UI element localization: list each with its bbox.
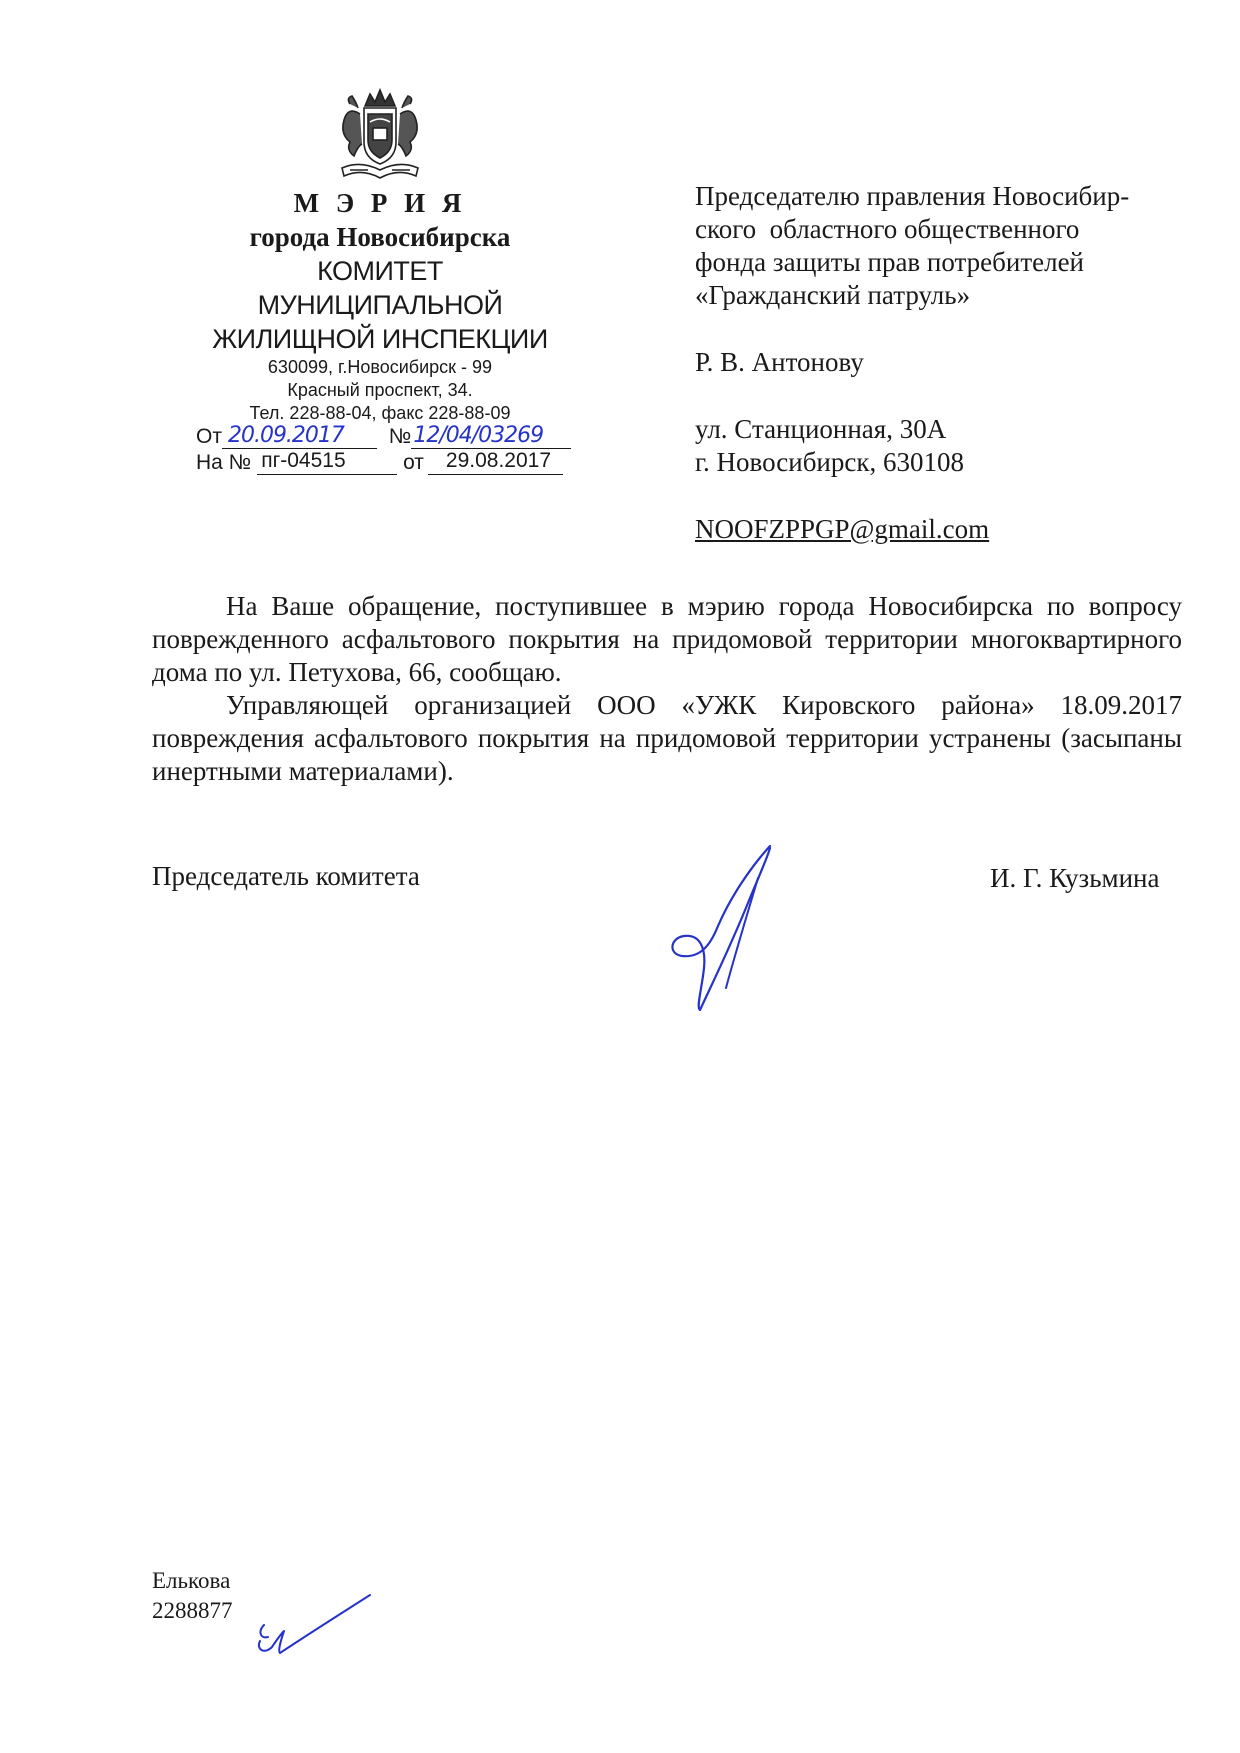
letterhead-dept-line-1: КОМИТЕТ [317, 256, 443, 286]
from-date-field [222, 423, 377, 449]
letterhead-dept-line-2: МУНИЦИПАЛЬНОЙ [257, 290, 503, 320]
recipient-email[interactable]: NOOFZPPGP@gmail.com [695, 514, 990, 544]
ref-number: пг-04515 [261, 449, 346, 472]
from-date-handwritten: 20.09.2017 [227, 423, 344, 448]
recipient-line-1: Председателю правления Новосибир- [695, 181, 1130, 211]
letter-body [152, 590, 1182, 788]
recipient-street: ул. Станционная, 30А [695, 414, 947, 444]
letterhead-city: города Новосибирска [249, 222, 511, 252]
from-label: От [196, 425, 222, 448]
letterhead-address-line-1: 630099, г.Новосибирск - 99 [267, 357, 493, 377]
coat-of-arms-emblem [320, 84, 440, 184]
number-label: № [388, 425, 412, 448]
letterhead [160, 186, 600, 477]
recipient-block [695, 180, 1175, 546]
handwritten-signature [660, 838, 790, 1018]
ref-number-field [257, 449, 397, 475]
body-paragraph-1: На Ваше обращение, поступившее в мэрию города Новосибирска по вопросу поврежденного асфальтового покрытия на придомовой территории многоквартирного дома по ул. Петухова, 66, сообщаю. [152, 591, 1182, 687]
registration-ref-line [196, 451, 600, 477]
number-handwritten: 12/04/03269 [413, 423, 544, 448]
recipient-line-4: «Гражданский патруль» [695, 280, 971, 310]
ref-date-label: от [403, 451, 424, 474]
letterhead-address-line-2: Красный проспект, 34. [287, 380, 473, 400]
recipient-city: г. Новосибирск, 630108 [695, 447, 964, 477]
ref-date-field [428, 449, 563, 475]
signatory-name: И. Г. Кузьмина [990, 863, 1160, 893]
number-field [411, 423, 571, 449]
executor-block [152, 1566, 233, 1626]
ref-date: 29.08.2017 [445, 449, 552, 472]
body-paragraph-2: Управляющей организацией ООО «УЖК Кировского района» 18.09.2017 повреждения асфальтового покрытия на придомовой территории устранены (засыпаны инертными материалами). [152, 690, 1182, 786]
recipient-line-3: фонда защиты прав потребителей [695, 247, 1085, 277]
executor-phone: 2288877 [152, 1598, 233, 1623]
ref-label: На № [196, 451, 252, 474]
recipient-name: Р. В. Антонову [695, 347, 864, 377]
handwritten-initials [250, 1585, 380, 1665]
letterhead-title: М Э Р И Я [293, 188, 467, 218]
executor-name: Елькова [152, 1568, 231, 1593]
letterhead-dept-line-3: ЖИЛИЩНОЙ ИНСПЕКЦИИ [212, 324, 548, 354]
recipient-line-2: ского областного общественного [695, 214, 1080, 244]
registration-from-line [196, 425, 600, 451]
signatory-position: Председатель комитета [152, 861, 420, 891]
letterhead-phone: Тел. 228-88-04, факс 228-88-09 [249, 403, 511, 423]
